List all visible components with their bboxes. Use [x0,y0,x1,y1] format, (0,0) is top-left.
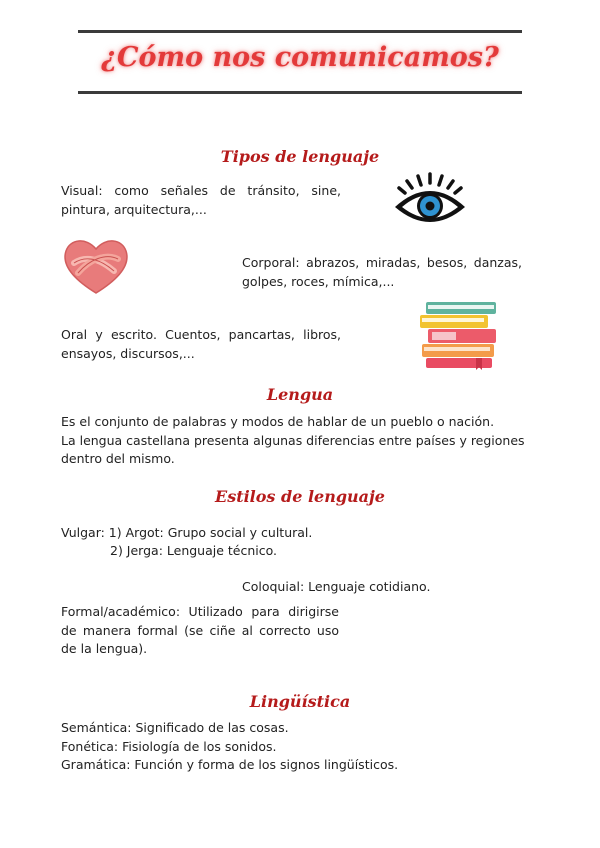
oral-line-2: ensayos, discursos,... [61,345,195,361]
linguistica-line-2: Fonética: Fisiología de los sonidos. [61,738,277,754]
formal-line-2: de manera formal (se ciñe al correcto uso [61,622,339,638]
bottom-rule [78,91,522,94]
eye-icon [392,171,468,235]
formal-line-1: Formal/académico: Utilizado para dirigirse [61,604,339,619]
lengua-text [61,413,546,469]
oral-line-1: Oral y escrito. Cuentos, pancartas, libros, [61,327,341,342]
heading-lengua: Lengua [266,385,334,404]
corporal-line-1: Corporal: abrazos, miradas, besos, danzas, [242,255,522,270]
linguistica-line-1: Semántica: Significado de las cosas. [61,720,289,735]
top-rule [78,30,522,33]
formal-line-3: de la lengua). [61,641,148,656]
lengua-line-2: La lengua castellana presenta algunas diferencias entre países y regiones [61,432,525,448]
formal-text [61,603,339,659]
corporal-line-2: golpes, roces, mímica,... [242,273,395,289]
page-title: ¿Cómo nos comunicamos? [101,42,499,73]
heading-linguistica: Lingüística [249,692,351,711]
heading-estilos-de-lenguaje: Estilos de lenguaje [215,487,385,506]
linguistica-line-3: Gramática: Función y forma de los signos lingüísticos. [61,757,399,772]
heading-tipos-de-lenguaje: Tipos de lenguaje [220,147,380,166]
lengua-line-1: Es el conjunto de palabras y modos de hablar de un pueblo o nación. [61,414,495,429]
visual-line-1: Visual: como señales de tránsito, sine, [61,183,341,198]
vulgar-line-2: 2) Jerga: Lenguaje técnico. [110,543,278,558]
linguistica-text [61,719,541,775]
visual-line-2: pintura, arquitectura,... [61,201,207,217]
books-icon [416,298,500,372]
vulgar-line-1: Vulgar: 1) Argot: Grupo social y cultural. [61,525,313,540]
lengua-line-3: dentro del mismo. [61,451,175,466]
coloquial-text: Coloquial: Lenguaje cotidiano. [242,579,431,594]
visual-text [61,182,341,219]
oral-text [61,326,341,363]
heart-hug-icon [60,233,132,297]
corporal-text [242,254,522,291]
